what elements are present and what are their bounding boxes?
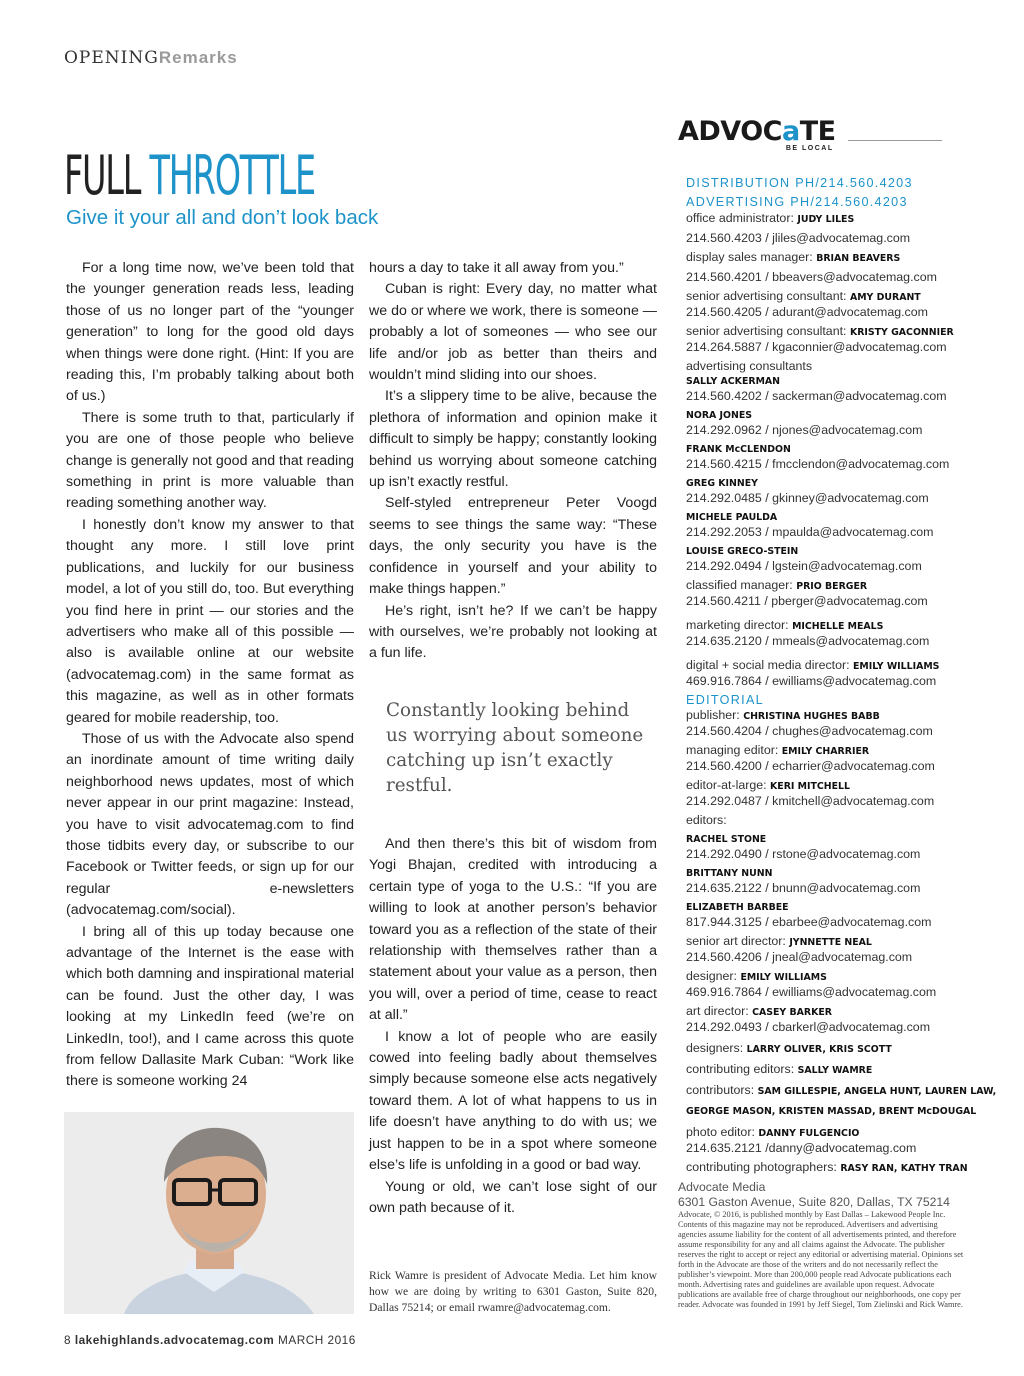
masthead-role-row: publisher: CHRISTINA HUGHES BABB — [686, 708, 880, 722]
masthead-contact: 214.560.4205 / adurant@advocatemag.com — [686, 305, 928, 319]
masthead-editorial-header: EDITORIAL — [686, 693, 764, 707]
publisher-name: Advocate Media — [678, 1180, 766, 1194]
masthead-role-row: senior advertising consultant: AMY DURANT — [686, 289, 921, 303]
logo-rule-divider — [848, 140, 942, 141]
paragraph: I know a lot of people who are easily cowed into feeling badly about themselves simply because someone else acts negatively toward them. A lot of what happens to us in life doesn’t have anything to do with us; we just happen to be in a spot where someone else’s life is unfolding in a good or bad way. — [369, 1028, 657, 1174]
masthead-distribution: DISTRIBUTION PH/214.560.4203 — [686, 176, 913, 190]
masthead-role-row: managing editor: EMILY CHARRIER — [686, 743, 870, 757]
paragraph: Young or old, we can’t lose sight of our own path because of it. — [369, 1178, 657, 1216]
page-number: 8 — [64, 1333, 72, 1347]
masthead-name: GEORGE MASON, KRISTEN MASSAD, BRENT McDOUGAL — [686, 1106, 977, 1117]
masthead-contact: 214.560.4201 / bbeavers@advocatemag.com — [686, 270, 937, 284]
section-label — [64, 48, 238, 68]
article-column-2-top — [369, 258, 657, 665]
masthead-role-row: marketing director: MICHELLE MEALS — [686, 618, 884, 632]
masthead-role-row: digital + social media director: EMILY WILLIAMS — [686, 658, 940, 672]
page-footer — [64, 1333, 356, 1347]
paragraph: Cuban is right: Every day, no matter what we do or where we work, there is someone — probably a lot of someones — who see our life and/or job as better than theirs and wouldn’t mind sliding into our shoes. — [369, 281, 657, 384]
pull-quote: Constantly looking behind us worrying about someone catching up isn’t exactly restful. — [386, 700, 644, 796]
paragraph: He’s right, isn’t he? If we can’t be happy with ourselves, we’re probably not looking at a fun life. — [369, 602, 657, 662]
masthead-role-row: senior advertising consultant: KRISTY GACONNIER — [686, 324, 954, 338]
article-column-2-bottom — [369, 834, 657, 1219]
masthead-consultants-label: advertising consultants — [686, 359, 813, 373]
section-label-part2: Remarks — [158, 48, 238, 67]
section-label-part1: OPENING — [64, 48, 159, 68]
masthead-contact: 817.944.3125 / ebarbee@advocatemag.com — [686, 915, 932, 929]
masthead-contact: 214.560.4204 / chughes@advocatemag.com — [686, 724, 933, 738]
masthead-contact: 469.916.7864 / ewilliams@advocatemag.com — [686, 985, 937, 999]
masthead-role-row: contributing photographers: RASY RAN, KATHY TRAN — [686, 1160, 968, 1174]
masthead-contact: 214.292.0962 / njones@advocatemag.com — [686, 423, 923, 437]
masthead-contact: 214.292.0493 / cbarkerl@advocatemag.com — [686, 1020, 931, 1034]
masthead-role-row: art director: CASEY BARKER — [686, 1004, 832, 1018]
advocate-logo — [678, 116, 836, 152]
masthead-contact: 214.292.2053 / mpaulda@advocatemag.com — [686, 525, 934, 539]
paragraph: I bring all of this up today because one advantage of the Internet is the ease with which both damning and inspirational material can be found. Just the other day, I was looking at my LinkedIn feed (we’re on LinkedIn, too!), and I came across this quote from fellow Dallasite Mark Cuban: “Work like there is someone working 24 — [66, 923, 354, 1090]
paragraph: I honestly don’t know my answer to that thought any more. I still love print publications, and luckily for our business model, a lot of you still do, too. But everything you find here in print — our stories and the advertisers who make all of this possible — also is available online at our website (advocatemag.com) in the same format as this magazine, as well as in other formats geared for mobile readership, too. — [66, 516, 354, 726]
author-portrait-image — [64, 1112, 354, 1314]
masthead-contact: 214.560.4202 / sackerman@advocatemag.com — [686, 389, 947, 403]
masthead-contact: 214.292.0494 / lgstein@advocatemag.com — [686, 559, 922, 573]
publisher-info — [678, 1180, 978, 1310]
headline — [64, 146, 315, 206]
headline-word1: FULL — [64, 144, 141, 207]
masthead-contact: 214.635.2122 / bnunn@advocatemag.com — [686, 881, 921, 895]
masthead-name: RACHEL STONE — [686, 834, 767, 845]
masthead-role-row: display sales manager: BRIAN BEAVERS — [686, 250, 901, 264]
masthead-role-row: contributing editors: SALLY WAMRE — [686, 1062, 873, 1076]
masthead-name: ELIZABETH BARBEE — [686, 902, 789, 913]
logo-tagline: BE LOCAL — [785, 145, 834, 152]
legal-fine-print: Advocate, © 2016, is published monthly by East Dallas – Lakewood People Inc. Contents of this magazine may not be reproduced. Advertisers and advertising agencies assume liability for the content of all advertisements printed, and therefore assume responsibility for any and all claims against the Advocate. The publisher reserves the right to accept or reject any editorial or advertising material. Opinions set forth in the Advocate are those of the writers and do not necessarily reflect the publisher’s viewpoint. More than 200,000 people read Advocate publications each month. Advertising rates and guidelines are available upon request. Advocate publications are available free of charge throughout our neighborhoods, one copy per reader. Advocate was founded in 1991 by Jeff Siegel, Tom Zielinski and Rick Wamre. — [678, 1210, 964, 1309]
publisher-address: 6301 Gaston Avenue, Suite 820, Dallas, TX 75214 — [678, 1195, 950, 1209]
masthead-role-row: photo editor: DANNY FULGENCIO — [686, 1125, 860, 1139]
paragraph: Self-styled entrepreneur Peter Voogd seems to see things the same way: “These days, the only security you have is the confidence in yourself and your ability to make things happen.” — [369, 495, 657, 598]
paragraph: For a long time now, we’ve been told that the younger generation reads less, leading those of us no longer part of the “younger generation” to long for the good old days when things were done right. (Hint: If you are reading this, I’m probably talking about both of us.) — [66, 260, 354, 405]
masthead-role-row: designers: LARRY OLIVER, KRIS SCOTT — [686, 1041, 892, 1055]
masthead-contact: 214.560.4215 / fmcclendon@advocatemag.com — [686, 457, 950, 471]
paragraph: hours a day to take it all away from you.” — [369, 260, 624, 276]
author-bio: Rick Wamre is president of Advocate Media. Let him know how we are doing by writing to 6301 Gaston, Suite 820, Dallas 75214; or email rwamre@advocatemag.com. — [369, 1269, 657, 1314]
paragraph: And then there’s this bit of wisdom from Yogi Bhajan, credited with introducing a certain type of yoga to the U.S.: “If you are willing to look at another person’s behavior toward you as a reflection of the state of their relationship with themselves rather than a statement about your value as a person, then you will, over a period of time, cease to react at all.” — [369, 836, 657, 1024]
paragraph: Those of us with the Advocate also spend an inordinate amount of time writing daily neighborhood news updates, most of which never appear in our print magazine: Instead, you have to visit advocatemag.com to find those tidbits every day, or subscribe to our Facebook or Twitter feeds, or sign up for our regular e-newsletters (advocatemag.com/social). — [66, 730, 354, 919]
masthead-contact: 214.292.0487 / kmitchell@advocatemag.com — [686, 794, 935, 808]
masthead-role-row: office administrator: JUDY LILES — [686, 211, 855, 225]
masthead-name: GREG KINNEY — [686, 478, 758, 489]
masthead-role-row: designer: EMILY WILLIAMS — [686, 969, 827, 983]
masthead-editors-label: editors: — [686, 813, 727, 827]
footer-issue: MARCH 2016 — [278, 1333, 356, 1347]
masthead-role-row: contributors: SAM GILLESPIE, ANGELA HUNT, LAUREN LAW, — [686, 1083, 997, 1097]
masthead-contact: 214.264.5887 / kgaconnier@advocatemag.com — [686, 340, 947, 354]
masthead — [686, 176, 997, 1176]
masthead-contact: 469.916.7864 / ewilliams@advocatemag.com — [686, 674, 937, 688]
author-photo — [64, 1112, 354, 1314]
paragraph: It’s a slippery time to be alive, because the plethora of information and opinion make it difficult to simply be happy; constantly looking behind us worrying about someone catching up isn’t exactly restful. — [369, 388, 657, 491]
masthead-contact: 214.292.0490 / rstone@advocatemag.com — [686, 847, 921, 861]
masthead-role-row: senior art director: JYNNETTE NEAL — [686, 934, 872, 948]
masthead-contact: 214.560.4200 / echarrier@advocatemag.com — [686, 759, 935, 773]
masthead-contact: 214.635.2121 /danny@advocatemag.com — [686, 1141, 917, 1155]
masthead-name: NORA JONES — [686, 410, 753, 421]
masthead-contact: 214.560.4206 / jneal@advocatemag.com — [686, 950, 913, 964]
masthead-role-row: classified manager: PRIO BERGER — [686, 578, 868, 592]
headline-word2: THROTTLE — [149, 144, 315, 207]
footer-site: lakehighlands.advocatemag.com — [74, 1333, 275, 1347]
masthead-advertising-header: ADVERTISING PH/214.560.4203 — [686, 195, 908, 209]
masthead-contact: 214.560.4203 / jliles@advocatemag.com — [686, 231, 911, 245]
logo-wordmark: ADVOCaTE — [678, 116, 836, 147]
masthead-role-row: editor-at-large: KERI MITCHELL — [686, 778, 850, 792]
masthead-name: FRANK McCLENDON — [686, 444, 791, 455]
masthead-name: BRITTANY NUNN — [686, 868, 773, 879]
masthead-contact: 214.635.2120 / mmeals@advocatemag.com — [686, 634, 930, 648]
masthead-contact: 214.292.0485 / gkinney@advocatemag.com — [686, 491, 929, 505]
article-column-1 — [66, 258, 354, 1093]
masthead-name: SALLY ACKERMAN — [686, 376, 780, 387]
masthead-contact: 214.560.4211 / pberger@advocatemag.com — [686, 594, 928, 608]
masthead-name: MICHELE PAULDA — [686, 512, 778, 523]
logo-highlight-letter: a — [782, 116, 800, 147]
masthead-name: LOUISE GRECO-STEIN — [686, 546, 799, 557]
paragraph: There is some truth to that, particularly if you are one of those people who believe change is generally not good and that reading something in print is more valuable than reading something another way. — [66, 409, 354, 512]
subhead: Give it your all and don’t look back — [66, 206, 379, 229]
